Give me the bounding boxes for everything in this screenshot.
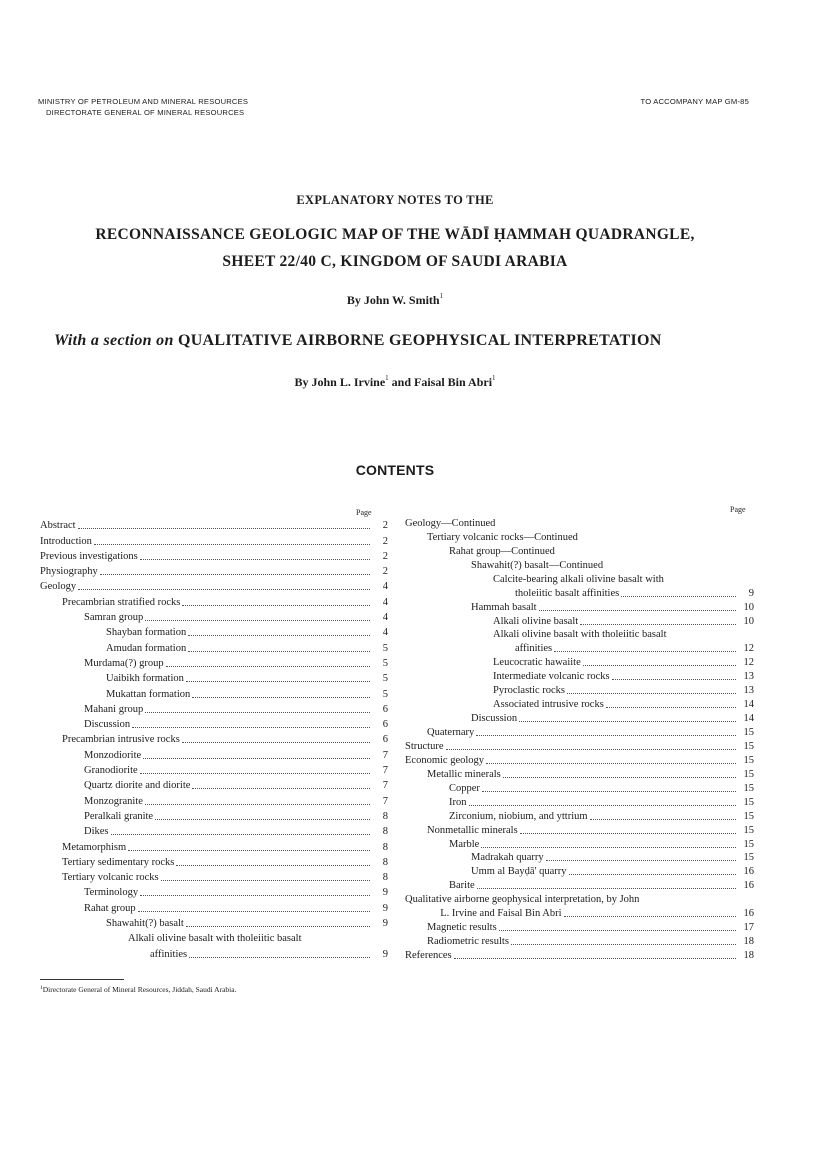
- section-byline: [0, 374, 790, 390]
- entry-page-number: 4: [382, 627, 388, 639]
- contents-entry: [405, 600, 754, 614]
- contents-entry: [40, 624, 388, 639]
- entry-title: Introduction: [40, 535, 92, 547]
- entry-title: Structure: [405, 740, 444, 752]
- footnote-text: Directorate General of Mineral Resources, Jiddah, Saudi Arabia.: [42, 985, 237, 994]
- entry-page-number: 15: [743, 796, 754, 808]
- entry-title: Geology: [40, 581, 77, 593]
- dot-leader: [138, 911, 370, 912]
- entry-page-number: 8: [382, 841, 388, 853]
- contents-column-right: [405, 516, 754, 962]
- contents-entry: [40, 731, 388, 746]
- entry-page-number: 4: [382, 612, 388, 624]
- contents-entry: [40, 532, 388, 547]
- entry-title: L. Irvine and Faisal Bin Abri: [440, 908, 562, 920]
- entry-title: Quaternary: [427, 727, 475, 738]
- entry-page-number: 14: [743, 713, 754, 725]
- entry-title: Mahani group: [84, 703, 144, 715]
- contents-entry: [40, 746, 388, 761]
- entry-page-number: 12: [743, 643, 754, 655]
- dot-leader: [155, 819, 370, 820]
- entry-title: Tertiary volcanic rocks—Continued: [427, 531, 578, 543]
- contents-entry: [405, 739, 754, 753]
- map-reference: TO ACCOMPANY MAP GM-85: [640, 97, 749, 106]
- contents-entry: [40, 808, 388, 823]
- entry-title: Peralkali granite: [84, 810, 154, 822]
- entry-title: Samran group: [84, 612, 144, 624]
- contents-entry: [40, 578, 388, 593]
- entry-page-number: 15: [743, 727, 754, 738]
- contents-entry: [405, 544, 754, 558]
- dot-leader: [182, 605, 370, 606]
- contents-entry: [40, 701, 388, 716]
- dot-leader: [100, 574, 370, 575]
- section-prefix: With a section on: [54, 332, 174, 349]
- dot-leader: [469, 805, 737, 806]
- dot-leader: [143, 758, 370, 759]
- dot-leader: [590, 819, 736, 820]
- entry-page-number: 8: [382, 856, 388, 868]
- entry-page-number: 16: [743, 908, 754, 920]
- dot-leader: [176, 865, 370, 866]
- ministry-header: [38, 96, 248, 118]
- dot-leader: [161, 880, 370, 881]
- contents-entry: [405, 837, 754, 851]
- dot-leader: [546, 860, 736, 861]
- contents-entry: [40, 899, 388, 914]
- entry-page-number: 2: [382, 566, 388, 578]
- entry-page-number: 9: [382, 902, 388, 914]
- contents-entry: [405, 948, 754, 962]
- dot-leader: [539, 610, 736, 611]
- entry-title: Metamorphism: [62, 841, 127, 853]
- entry-page-number: 5: [382, 673, 388, 685]
- ministry-name: MINISTRY OF PETROLEUM AND MINERAL RESOURCES: [38, 97, 249, 106]
- contents-entry: [405, 795, 754, 809]
- entry-title: Alkali olivine basalt with tholeiitic basalt: [128, 933, 302, 945]
- dot-leader: [476, 735, 736, 736]
- contents-entry: [405, 906, 754, 920]
- contents-entry: [40, 655, 388, 670]
- entry-title: Tertiary volcanic rocks: [62, 872, 159, 884]
- contents-entry: [405, 823, 754, 837]
- entry-title: Rahat group—Continued: [449, 545, 555, 557]
- entry-title: tholeiitic basalt affinities: [515, 587, 620, 599]
- contents-entry: [405, 669, 754, 683]
- section-author-2: and Faisal Bin Abri: [388, 375, 493, 389]
- footnote-mark: 1: [385, 374, 389, 382]
- entry-page-number: 10: [743, 601, 754, 613]
- entry-title: Economic geology: [405, 754, 485, 766]
- entry-page-number: 10: [743, 615, 754, 627]
- contents-entry: [405, 809, 754, 823]
- section-author-1: By John L. Irvine: [294, 375, 386, 389]
- entry-title: Marble: [449, 838, 480, 850]
- dot-leader: [132, 727, 370, 728]
- dot-leader: [567, 693, 736, 694]
- entry-title: Dikes: [84, 826, 109, 838]
- page-column-label-left: Page: [356, 508, 372, 517]
- entry-title: Iron: [449, 796, 467, 808]
- entry-title: Radiometric results: [427, 936, 509, 948]
- entry-title: Precambrian intrusive rocks: [62, 734, 180, 746]
- entry-title: Previous investigations: [40, 550, 138, 562]
- contents-entry: [405, 614, 754, 628]
- entry-page-number: 16: [743, 866, 754, 878]
- contents-entry: [405, 934, 754, 948]
- entry-page-number: 9: [748, 587, 754, 599]
- contents-entry: [40, 593, 388, 608]
- contents-entry: [405, 572, 754, 586]
- entry-title: Shawahit(?) basalt—Continued: [471, 559, 604, 571]
- contents-entry: [405, 516, 754, 530]
- dot-leader: [145, 712, 370, 713]
- dot-leader: [78, 528, 370, 529]
- entry-page-number: 5: [382, 642, 388, 654]
- contents-entry: [405, 878, 754, 892]
- entry-page-number: 7: [382, 749, 388, 761]
- contents-entry: [405, 767, 754, 781]
- entry-page-number: 15: [743, 754, 754, 766]
- entry-page-number: 14: [743, 699, 754, 711]
- dot-leader: [554, 651, 736, 652]
- entry-page-number: 12: [743, 657, 754, 669]
- contents-entry: [405, 683, 754, 697]
- entry-title: Mukattan formation: [106, 688, 191, 700]
- entry-title: Geology—Continued: [405, 517, 496, 529]
- dot-leader: [583, 665, 736, 666]
- contents-entry: [40, 685, 388, 700]
- dot-leader: [569, 874, 737, 875]
- dot-leader: [511, 944, 736, 945]
- entry-page-number: 17: [743, 922, 754, 934]
- entry-page-number: 6: [382, 719, 388, 731]
- contents-entry: [405, 781, 754, 795]
- title-line-3: SHEET 22/40 C, KINGDOM OF SAUDI ARABIA: [222, 253, 568, 270]
- entry-page-number: 15: [743, 838, 754, 850]
- contents-entry: [40, 930, 388, 945]
- contents-entry: [40, 639, 388, 654]
- entry-page-number: 9: [382, 918, 388, 930]
- contents-entry: [40, 716, 388, 731]
- entry-title: Physiography: [40, 566, 98, 578]
- contents-entry: [405, 864, 754, 878]
- contents-entry: [405, 558, 754, 572]
- contents-entry: [405, 641, 754, 655]
- contents-entry: [405, 628, 754, 642]
- dot-leader: [166, 666, 370, 667]
- entry-title: Zirconium, niobium, and yttrium: [449, 810, 588, 822]
- dot-leader: [519, 721, 736, 722]
- contents-entry: [40, 609, 388, 624]
- footnote: [40, 985, 236, 994]
- contents-entry: [40, 854, 388, 869]
- entry-page-number: 6: [382, 734, 388, 746]
- entry-title: Qualitative airborne geophysical interpretation, by John: [405, 894, 640, 906]
- contents-entry: [40, 792, 388, 807]
- directorate-name: DIRECTORATE GENERAL OF MINERAL RESOURCES: [46, 108, 245, 117]
- dot-leader: [606, 707, 736, 708]
- contents-entry: [40, 517, 388, 532]
- contents-entry: [40, 777, 388, 792]
- entry-title: Alkali olivine basalt: [493, 615, 579, 627]
- dot-leader: [477, 888, 736, 889]
- footnote-mark: 1: [439, 292, 444, 300]
- entry-title: Associated intrusive rocks: [493, 699, 604, 711]
- entry-page-number: 5: [382, 688, 388, 700]
- entry-page-number: 4: [382, 596, 388, 608]
- entry-title: Precambrian stratified rocks: [62, 596, 181, 608]
- dot-leader: [621, 596, 736, 597]
- entry-title: Quartz diorite and diorite: [84, 780, 191, 792]
- entry-title: Barite: [449, 880, 475, 892]
- entry-page-number: 15: [743, 852, 754, 864]
- contents-entry: [405, 530, 754, 544]
- contents-entry: [40, 945, 388, 960]
- entry-page-number: 15: [743, 782, 754, 794]
- footnote-mark: 1: [40, 985, 43, 991]
- author-byline: [0, 292, 790, 308]
- page-column-label-right: Page: [730, 505, 746, 514]
- entry-title: Monzodiorite: [84, 749, 142, 761]
- contents-entry: [40, 670, 388, 685]
- dot-leader: [188, 651, 370, 652]
- contents-entry: [405, 586, 754, 600]
- contents-entry: [40, 838, 388, 853]
- entry-page-number: 2: [382, 535, 388, 547]
- dot-leader: [486, 763, 736, 764]
- entry-title: Amudan formation: [106, 642, 187, 654]
- dot-leader: [188, 635, 370, 636]
- entry-title: Murdama(?) group: [84, 657, 164, 669]
- entry-page-number: 5: [382, 657, 388, 669]
- entry-page-number: 7: [382, 765, 388, 777]
- contents-entry: [40, 884, 388, 899]
- dot-leader: [145, 804, 370, 805]
- section-title: [54, 332, 662, 350]
- entry-title: Abstract: [40, 520, 76, 532]
- entry-title: Rahat group: [84, 902, 136, 914]
- entry-page-number: 8: [382, 826, 388, 838]
- entry-title: Uaibikh formation: [106, 673, 184, 685]
- footnote-rule: [40, 979, 124, 980]
- entry-page-number: 2: [382, 550, 388, 562]
- entry-title: Madrakah quarry: [471, 852, 544, 864]
- entry-page-number: 18: [743, 936, 754, 948]
- entry-page-number: 15: [743, 740, 754, 752]
- entry-page-number: 15: [743, 824, 754, 836]
- dot-leader: [186, 926, 370, 927]
- entry-page-number: 7: [382, 780, 388, 792]
- entry-title: affinities: [515, 643, 553, 655]
- footnote-mark: 1: [492, 374, 496, 382]
- dot-leader: [446, 749, 737, 750]
- entry-title: Copper: [449, 782, 480, 794]
- entry-page-number: 15: [743, 768, 754, 780]
- dot-leader: [145, 620, 370, 621]
- author-name: By John W. Smith: [346, 293, 440, 307]
- dot-leader: [520, 833, 736, 834]
- contents-entry: [405, 892, 754, 906]
- entry-page-number: 16: [743, 880, 754, 892]
- dot-leader: [499, 930, 736, 931]
- entry-page-number: 4: [382, 581, 388, 593]
- contents-entry: [405, 711, 754, 725]
- entry-title: Discussion: [471, 713, 518, 725]
- section-name: QUALITATIVE AIRBORNE GEOPHYSICAL INTERPRETATION: [177, 332, 662, 349]
- dot-leader: [140, 773, 370, 774]
- entry-title: Shayban formation: [106, 627, 187, 639]
- dot-leader: [192, 788, 370, 789]
- entry-page-number: 9: [382, 887, 388, 899]
- dot-leader: [111, 834, 371, 835]
- contents-entry: [40, 823, 388, 838]
- contents-entry: [40, 762, 388, 777]
- contents-entry: [40, 915, 388, 930]
- contents-entry: [405, 655, 754, 669]
- entry-title: Terminology: [84, 887, 139, 899]
- dot-leader: [94, 544, 370, 545]
- dot-leader: [503, 777, 736, 778]
- dot-leader: [481, 847, 736, 848]
- entry-title: Hammah basalt: [471, 601, 537, 613]
- contents-column-left: [40, 517, 388, 961]
- entry-title: Granodiorite: [84, 765, 138, 777]
- contents-entry: [40, 548, 388, 563]
- entry-page-number: 7: [382, 795, 388, 807]
- contents-entry: [40, 869, 388, 884]
- entry-title: Pyroclastic rocks: [493, 685, 566, 697]
- dot-leader: [140, 559, 370, 560]
- entry-title: Metallic minerals: [427, 768, 501, 780]
- dot-leader: [78, 589, 370, 590]
- entry-title: Discussion: [84, 719, 131, 731]
- entry-title: Umm al Bayḍā' quarry: [471, 866, 567, 878]
- dot-leader: [454, 958, 736, 959]
- entry-page-number: 13: [743, 685, 754, 697]
- entry-page-number: 8: [382, 810, 388, 822]
- dot-leader: [564, 916, 736, 917]
- dot-leader: [128, 850, 370, 851]
- title-line-2: RECONNAISSANCE GEOLOGIC MAP OF THE WĀDĪ ḤAMMAH QUADRANGLE,: [95, 226, 695, 243]
- contents-entry: [405, 920, 754, 934]
- dot-leader: [189, 957, 370, 958]
- contents-heading: CONTENTS: [355, 462, 435, 478]
- entry-page-number: 15: [743, 810, 754, 822]
- title-line-1: EXPLANATORY NOTES TO THE: [296, 193, 494, 207]
- entry-title: References: [405, 950, 452, 961]
- entry-title: Magnetic results: [427, 922, 497, 934]
- entry-page-number: 18: [743, 950, 754, 961]
- entry-title: Leucocratic hawaiite: [493, 657, 581, 669]
- contents-entry: [405, 753, 754, 767]
- dot-leader: [182, 742, 370, 743]
- contents-entry: [405, 697, 754, 711]
- entry-page-number: 2: [382, 520, 388, 532]
- entry-title: Monzogranite: [84, 795, 143, 807]
- dot-leader: [140, 895, 370, 896]
- entry-title: Tertiary sedimentary rocks: [62, 856, 175, 868]
- entry-page-number: 9: [382, 948, 388, 960]
- contents-entry: [40, 563, 388, 578]
- dot-leader: [192, 697, 370, 698]
- entry-title: Nonmetallic minerals: [427, 824, 518, 836]
- dot-leader: [482, 791, 736, 792]
- entry-page-number: 8: [382, 872, 388, 884]
- entry-page-number: 13: [743, 671, 754, 683]
- entry-title: Calcite-bearing alkali olivine basalt with: [493, 573, 664, 585]
- entry-title: Alkali olivine basalt with tholeiitic basalt: [493, 629, 667, 641]
- dot-leader: [186, 681, 370, 682]
- contents-entry: [405, 725, 754, 739]
- entry-title: Shawahit(?) basalt: [106, 918, 184, 930]
- dot-leader: [612, 679, 736, 680]
- entry-title: affinities: [150, 948, 188, 960]
- entry-page-number: 6: [382, 703, 388, 715]
- contents-entry: [405, 851, 754, 865]
- dot-leader: [580, 624, 736, 625]
- entry-title: Intermediate volcanic rocks: [493, 671, 610, 683]
